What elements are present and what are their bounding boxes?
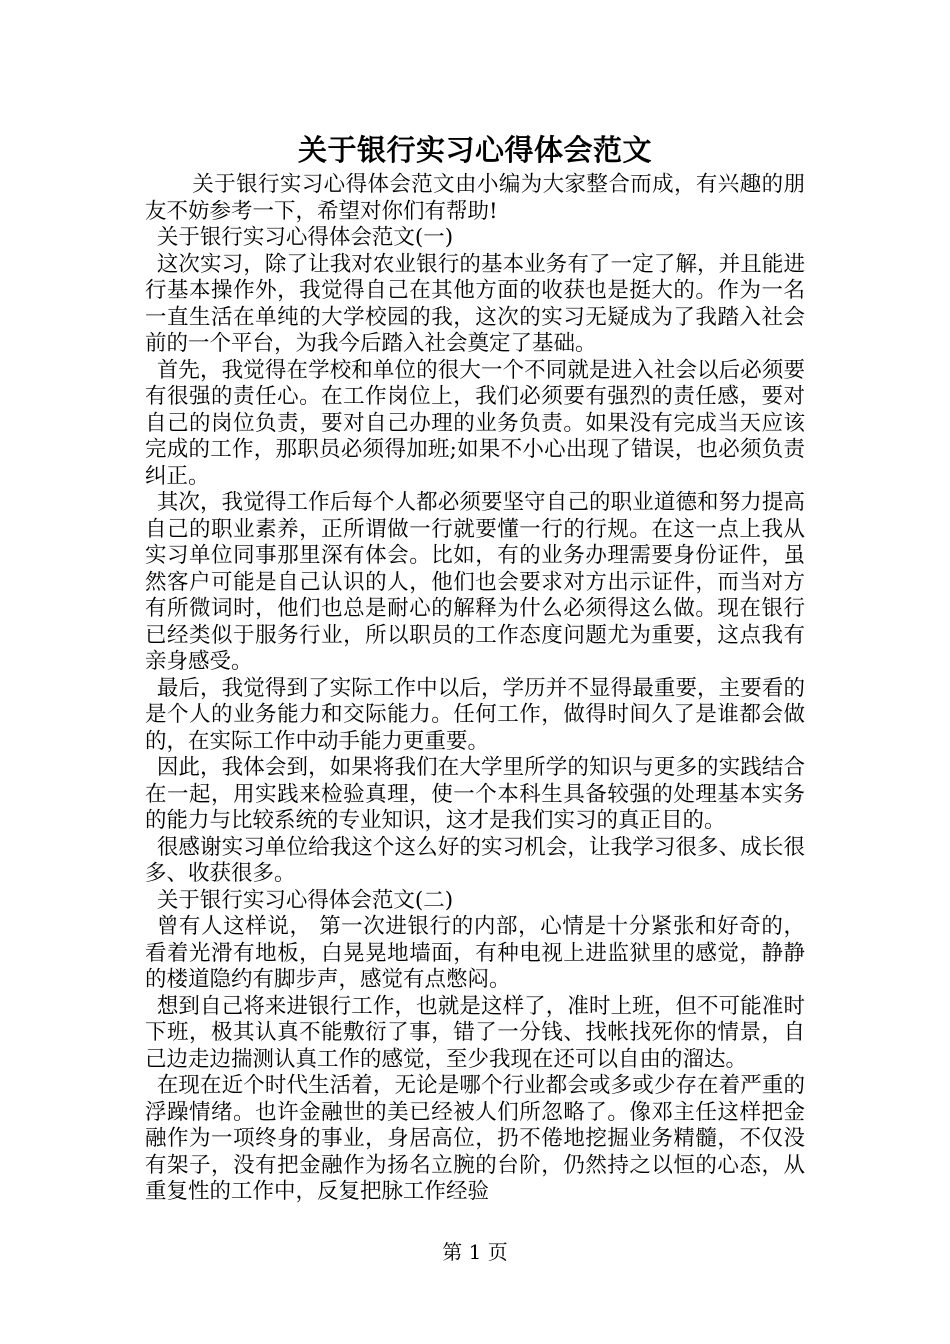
document-title: 关于银行实习心得体会范文 — [297, 133, 652, 167]
document-body — [145, 172, 805, 1206]
body-paragraph: 在现在近个时代生活着，无论是哪个行业都会或多或少存在着严重的浮躁情绪。也许金融世的美已经被人们所忽略了。像邓主任这样把金融作为一项终身的事业，身居高位，扔不倦地挖掘业务精髓，不仅没有架子，没有把金融作为扬名立腕的台阶，仍然持之以恒的心态，从重复性的工作中，反复把脉工作经验 — [145, 1073, 805, 1204]
body-paragraph: 很感谢实习单位给我这个这么好的实习机会，让我学习很多、成长很多、收获很多。 — [145, 834, 805, 886]
page-number: 第 1 页 — [442, 1240, 508, 1264]
body-paragraph: 因此，我体会到，如果将我们在大学里所学的知识与更多的实践结合在一起，用实践来检验真理，使一个本科生具备较强的处理基本实务的能力与比较系统的专业知识，这才是我们实习的真正目的。 — [145, 755, 805, 833]
body-paragraph: 想到自己将来进银行工作，也就是这样了，准时上班，但不可能准时下班，极其认真不能敷衍了事，错了一分钱、找帐找死你的情景，自己边走边揣测认真工作的感觉，至少我现在还可以自由的溜达。 — [145, 993, 805, 1072]
body-paragraph: 最后，我觉得到了实际工作中以后，学历并不显得最重要，主要看的是个人的业务能力和交际能力。任何工作，做得时间久了是谁都会做的，在实际工作中动手能力更重要。 — [145, 675, 805, 754]
section-heading-1: 关于银行实习心得体会范文(一) — [156, 225, 454, 250]
body-paragraph: 曾有人这样说， 第一次进银行的内部，心情是十分紧张和好奇的，看着光滑有地板，白晃晃地墙面，有种电视上进监狱里的感觉，静静的楼道隐约有脚步声，感觉有点憋闷。 — [145, 914, 805, 992]
body-paragraph: 首先，我觉得在学校和单位的很大一个不同就是进入社会以后必须要有很强的责任心。在工作岗位上，我们必须要有强烈的责任感，要对自己的岗位负责，要对自己办理的业务负责。如果没有完成当天应该完成的工作，那职员必须得加班;如果不小心出现了错误，也必须负责纠正。 — [145, 357, 805, 489]
intro-paragraph: 关于银行实习心得体会范文由小编为大家整合而成，有兴趣的朋友不妨参考一下，希望对你们有帮助! — [145, 172, 805, 224]
section-heading-2: 关于银行实习心得体会范文(二) — [156, 887, 454, 913]
body-paragraph: 这次实习，除了让我对农业银行的基本业务有了一定了解，并且能进行基本操作外，我觉得自己在其他方面的收获也是挺大的。作为一名一直生活在单纯的大学校园的我，这次的实习无疑成为了我踏入社会前的一个平台，为我今后踏入社会奠定了基础。 — [145, 251, 805, 356]
body-paragraph: 其次，我觉得工作后每个人都必须要坚守自己的职业道德和努力提高自己的职业素养，正所谓做一行就要懂一行的行规。在这一点上我从实习单位同事那里深有体会。比如，有的业务办理需要身份证件，虽然客户可能是自己认识的人，他们也会要求对方出示证件，而当对方有所微词时，他们也总是耐心的解释为什么必须得这么做。现在银行已经类似于服务行业，所以职员的工作态度问题尤为重要，这点我有亲身感受。 — [145, 490, 805, 674]
